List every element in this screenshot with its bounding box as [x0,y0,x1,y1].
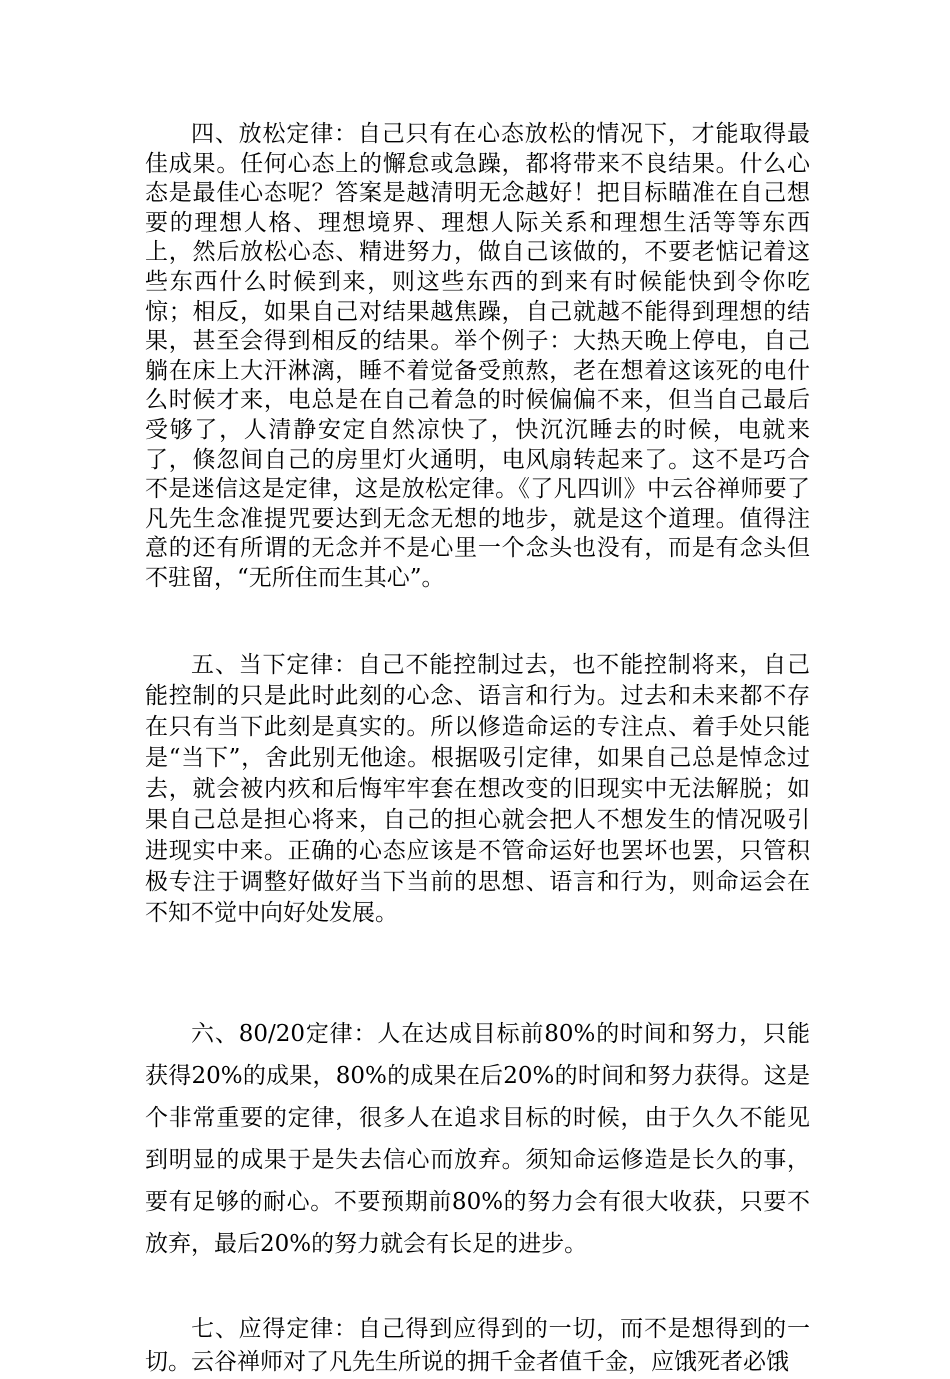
paragraph-present-moment-law: 五、当下定律：自己不能控制过去，也不能控制将来，自己能控制的只是此时此刻的心念、语言和行为。过去和未来都不存在只有当下此刻是真实的。所以修造命运的专注点、着手处只能是“当下”，舍此别无他途。根据吸引定律，如果自己总是悼念过去，就会被内疚和后悔牢牢套在想改变的旧现实中无法解脱；如果自己总是担心将来，自己的担心就会把人不想发生的情况吸引进现实中来。正确的心态应该是不管命运好也罢坏也罢，只管积极专注于调整好做好当下当前的思想、语言和行为，则命运会在不知不觉中向好处发展。 [145,651,810,926]
paragraph-deserving-law: 七、应得定律：自己得到应得到的一切，而不是想得到的一切。云谷禅师对了凡先生所说的拥千金者值千金，应饿死者必饿 [145,1315,810,1375]
document-page [145,120,810,1379]
paragraph-relaxation-law: 四、放松定律：自己只有在心态放松的情况下，才能取得最佳成果。任何心态上的懈怠或急躁，都将带来不良结果。什么心态是最佳心态呢？答案是越清明无念越好！把目标瞄准在自己想要的理想人格、理想境界、理想人际关系和理想生活等等东西上，然后放松心态、精进努力，做自己该做的，不要老惦记着这些东西什么时候到来，则这些东西的到来有时候能快到令你吃惊；相反，如果自己对结果越焦躁，自己就越不能得到理想的结果，甚至会得到相反的结果。举个例子：大热天晚上停电，自己躺在床上大汗淋漓，睡不着觉备受煎熬，老在想着这该死的电什么时候才来，电总是在自己着急的时候偏偏不来，但当自己最后受够了，人清静安定自然凉快了，快沉沉睡去的时候，电就来了，倏忽间自己的房里灯火通明，电风扇转起来了。这不是巧合不是迷信这是定律，这是放松定律。《了凡四训》中云谷禅师要了凡先生念准提咒要达到无念无想的地步，就是这个道理。值得注意的还有所谓的无念并不是心里一个念头也没有，而是有念头但不驻留，“无所住而生其心”。 [145,121,810,591]
paragraph-80-20-law: 六、80/20定律：人在达成目标前80%的时间和努力，只能获得20%的成果，80%的成果在后20%的时间和努力获得。这是个非常重要的定律，很多人在追求目标的时候，由于久久不能见到明显的成果于是失去信心而放弃。须知命运修造是长久的事，要有足够的耐心。不要预期前80%的努力会有很大收获，只要不放弃，最后20%的努力就会有长足的进步。 [145,1020,810,1257]
